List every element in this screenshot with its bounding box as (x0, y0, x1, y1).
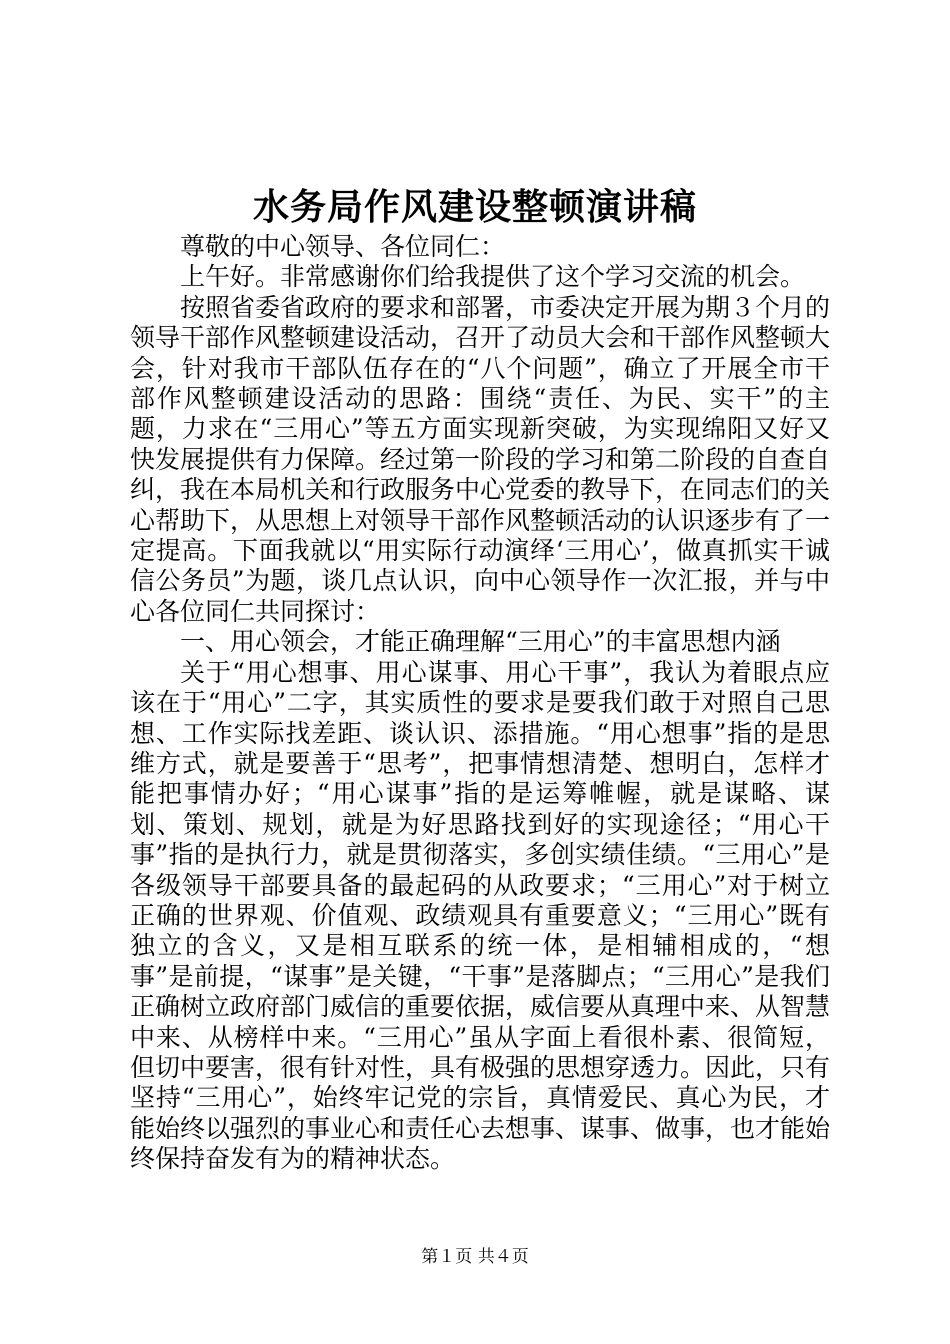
salutation: 尊敬的中心领导、各位同仁： (180, 232, 506, 261)
document-body (130, 232, 830, 1175)
paragraph-section-1: 关于“用心想事、用心谋事、用心干事”，我认为着眼点应该在于“用心”二字，其实质性的要求是要我们敢于对照自己思想、工作实际找差距、谈认识、添措施。“用心想事”指的是思维方式，就是要善于“思考”，把事情想清楚、想明白，怎样才能把事情办好；“用心谋事”指的是运筹帷幄，就是谋略、谋划、策划、规划，就是为好思路找到好的实现途径；“用心干事”指的是执行力，就是贯彻落实，多创实绩佳绩。“三用心”是各级领导干部要具备的最起码的从政要求；“三用心”对于树立正确的世界观、价值观、政绩观具有重要意义；“三用心”既有独立的含义，又是相互联系的统一体，是相辅相成的，“想事”是前提，“谋事”是关键，“干事”是落脚点；“三用心”是我们正确树立政府部门威信的重要依据，威信要从真理中来、从智慧中来、从榜样中来。“三用心”虽从字面上看很朴素、很简短，但切中要害，很有针对性，具有极强的思想穿透力。因此，只有坚持“三用心”，始终牢记党的宗旨，真情爱民、真心为民，才能始终以强烈的事业心和责任心去想事、谋事、做事，也才能始终保持奋发有为的精神状态。 (130, 657, 831, 1174)
section-heading-1: 一、用心领会，才能正确理解“三用心”的丰富思想内涵 (180, 627, 781, 657)
paragraph-greeting: 上午好。非常感谢你们给我提供了这个学习交流的机会。 (180, 262, 806, 292)
document-title: 水务局作风建设整顿演讲稿 (252, 186, 697, 228)
paragraph-intro: 按照省委省政府的要求和部署，市委决定开展为期３个月的领导干部作风整顿建设活动，召开了动员大会和干部作风整顿大会，针对我市干部队伍存在的“八个问题”，确立了开展全市干部作风整顿建设活动的思路：围绕“责任、为民、实干”的主题，力求在“三用心”等五方面实现新突破，为实现绵阳又好又快发展提供有力保障。经过第一阶段的学习和第二阶段的自查自纠，我在本局机关和行政服务中心党委的教导下，在同志们的关心帮助下，从思想上对领导干部作风整顿活动的认识逐步有了一定提高。下面我就以“用实际行动演绎‘三用心’，做真抓实干诚信公务员”为题，谈几点认识，向中心领导作一次汇报，并与中心各位同仁共同探讨： (130, 292, 831, 626)
page-number-footer: 第１页 共４页 (421, 1247, 529, 1267)
